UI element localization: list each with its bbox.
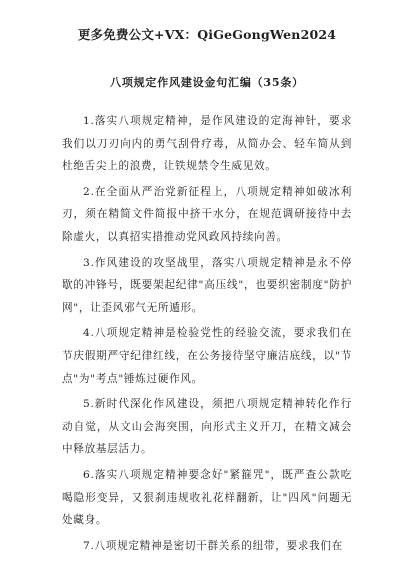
list-item: 4.八项规定精神是检验党性的经验交流，要求我们在节庆假期严守纪律红线，在公务接待坚守廉洁底线，以"节点"为"考点"锤炼过硬作风。 bbox=[62, 327, 352, 385]
list-item: 2.在全面从严治党新征程上，八项规定精神如破冰利刃，须在精简文件简报中挤干水分，在规范调研接待中去除虚火，以真招实措推动党风政风持续向善。 bbox=[62, 185, 352, 243]
list-item: 3.作风建设的攻坚战里，落实八项规定精神是永不停歇的冲锋号，既要架起纪律"高压线"，也要织密制度"防护网"，让歪风邪气无所遁形。 bbox=[62, 256, 352, 314]
promo-header: 更多免费公文+VX：QiGeGongWen2024 bbox=[77, 27, 337, 42]
list-item: 5.新时代深化作风建设，须把八项规定精神转化作行动自觉，从文山会海突围，向形式主义开刀，在精文减会中释放基层活力。 bbox=[62, 398, 352, 456]
item-list bbox=[62, 110, 352, 557]
list-item: 1.落实八项规定精神，是作风建设的定海神针，要求我们以刀刃向内的勇气刮骨疗毒，从简办会、轻车简从到杜绝舌尖上的浪费，让铁规禁令生威见效。 bbox=[62, 115, 352, 173]
list-item: 6.落实八项规定精神要念好"紧箍咒"，既严查公款吃喝隐形变异，又狠刹违规收礼花样翻新，让"四风"问题无处藏身。 bbox=[62, 468, 352, 527]
list-item: 7.八项规定精神是密切干群关系的纽带，要求我们在 bbox=[83, 539, 343, 552]
document-title: 八项规定作风建设金句汇编（35条） bbox=[110, 76, 304, 89]
